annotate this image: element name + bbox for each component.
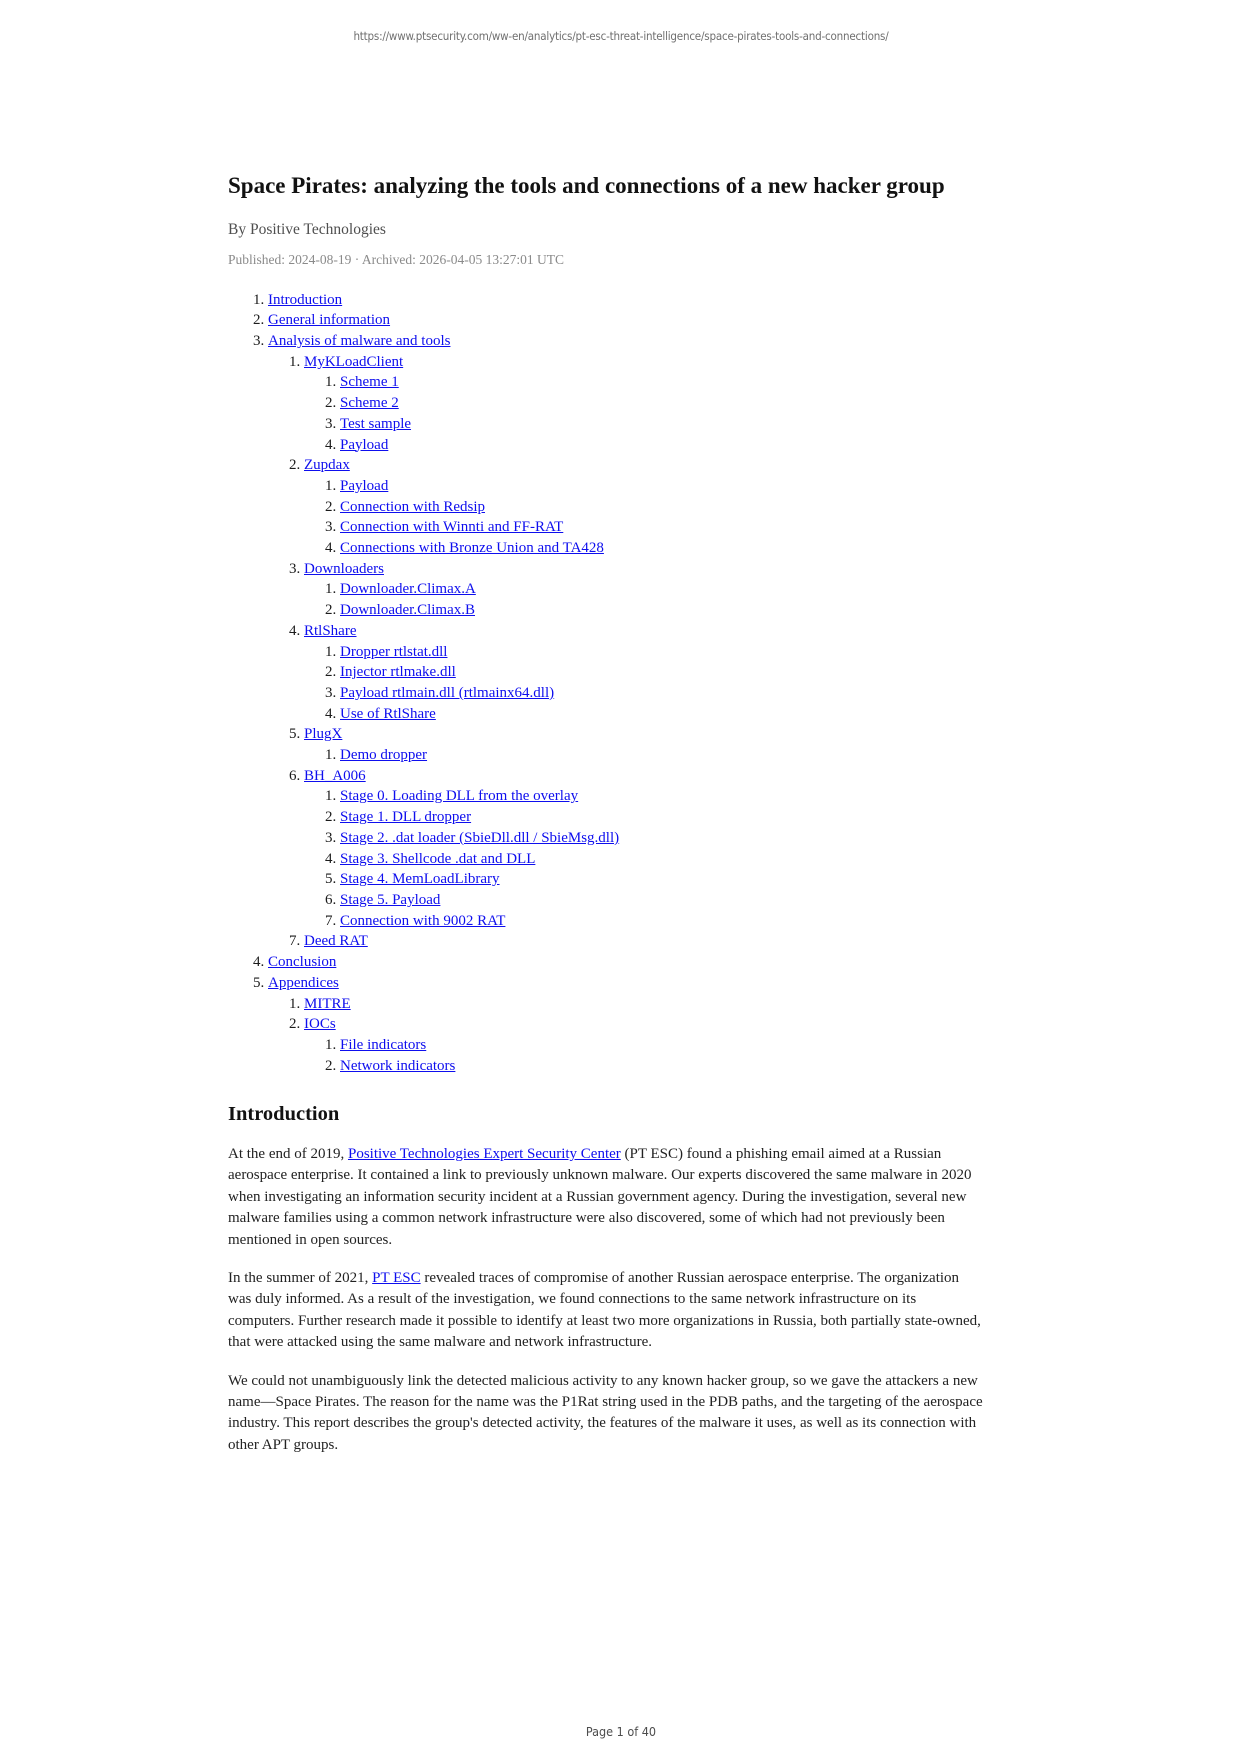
toc-link[interactable]: Demo dropper [340,747,428,764]
table-of-contents [228,290,988,1077]
toc-link[interactable]: BH_A006 [304,767,366,784]
toc-item [268,331,988,952]
toc-item [340,1035,988,1056]
toc-link[interactable]: Introduction [268,291,343,308]
toc-item [304,931,988,952]
toc-link[interactable]: Scheme 2 [340,395,399,412]
toc-link[interactable]: Injector rtlmake.dll [340,664,456,681]
toc-sublist [304,476,988,559]
toc-link[interactable]: Payload [340,477,389,494]
toc-item [340,828,988,849]
toc-link[interactable]: IOCs [304,1016,336,1033]
toc-link[interactable]: Network indicators [340,1057,456,1074]
toc-item [304,724,988,765]
paragraph: In the summer of 2021, PT ESC revealed traces of compromise of another Russian aerospace enterprise. The organization was duly informed. As a result of the investigation, we found connections to the same network infrastructure on its computers. Further research made it possible to identify at least two more organizations in Russia, both partially state-owned, that were attacked using the same malware and network infrastructure. [228,1269,981,1351]
toc-item [340,414,988,435]
toc-link[interactable]: Downloaders [304,560,384,577]
toc-link[interactable]: PlugX [304,726,343,743]
toc-link[interactable]: Stage 3. Shellcode .dat and DLL [340,850,536,867]
toc-item [304,352,988,456]
toc-item [304,455,988,559]
toc-link[interactable]: RtlShare [304,622,357,639]
toc-item [340,372,988,393]
page-title: Space Pirates: analyzing the tools and connections of a new hacker group [228,173,945,198]
toc-sublist [304,642,988,725]
toc-link[interactable]: Connection with Redsip [340,498,485,515]
toc-sublist [304,786,988,931]
inline-link[interactable]: PT ESC [372,1269,421,1286]
toc-link[interactable]: Dropper rtlstat.dll [340,643,448,660]
paragraph: At the end of 2019, Positive Technologies Expert Security Center (PT ESC) found a phishing email aimed at a Russian aerospace enterprise. It contained a link to previously unknown malware. Our experts discovered the same malware in 2020 when investigating an information security incident at a Russian government agency. During the investigation, several new malware families using a common network infrastructure were also discovered, some of which had not previously been mentioned in open sources. [228,1145,972,1248]
toc-item [340,849,988,870]
toc-link[interactable]: Scheme 1 [340,374,399,391]
paragraph: We could not unambiguously link the detected malicious activity to any known hacker group, so we gave the attackers a new name—Space Pirates. The reason for the name was the P1Rat string used in the PDB paths, and the targeting of the aerospace industry. This report describes the group's detected activity, the features of the malware it uses, as well as its connection with other APT groups. [228,1372,983,1453]
toc-sublist [268,352,988,952]
toc-link[interactable]: Test sample [340,415,412,432]
toc-link[interactable]: Connections with Bronze Union and TA428 [340,540,604,557]
toc-item [340,807,988,828]
article [228,0,988,1456]
toc-item [304,994,988,1015]
toc-sublist [304,745,988,766]
toc-item [340,704,988,725]
byline: By Positive Technologies [228,220,386,238]
inline-link[interactable]: Positive Technologies Expert Security Center [347,1145,621,1162]
toc-item [340,579,988,600]
toc-item [304,1014,988,1076]
toc-item [268,952,988,973]
toc-item [304,621,988,725]
toc-item [340,476,988,497]
toc-link[interactable]: Connection with Winnti and FF-RAT [340,519,564,536]
toc-item [340,538,988,559]
toc-item [340,600,988,621]
toc-item [340,393,988,414]
toc-item [340,642,988,663]
introduction-paragraphs [228,1144,988,1456]
toc-link[interactable]: Conclusion [268,954,337,971]
toc-link[interactable]: General information [268,312,391,329]
toc-item [304,559,988,621]
toc-link[interactable]: Stage 1. DLL dropper [340,809,472,826]
toc-link[interactable]: Stage 5. Payload [340,891,441,908]
toc-sublist [304,372,988,455]
toc-link[interactable]: MITRE [304,995,351,1012]
toc-item [304,766,988,932]
toc-item [268,290,988,311]
toc-item [340,683,988,704]
toc-item [340,1056,988,1077]
toc-link[interactable]: Stage 4. MemLoadLibrary [340,871,500,888]
toc-link[interactable]: Payload [340,436,389,453]
toc-link[interactable]: File indicators [340,1036,427,1053]
toc-item [340,786,988,807]
toc-item [340,435,988,456]
archive-url: https://www.ptsecurity.com/ww-en/analytics/pt-esc-threat-intelligence/space-pirates-tools-and-connections/ [353,29,889,43]
toc-link[interactable]: Downloader.Climax.A [340,581,476,598]
toc-link[interactable]: Payload rtlmain.dll (rtlmainx64.dll) [340,684,555,701]
toc-sublist [304,579,988,620]
toc-link[interactable]: Zupdax [304,457,350,474]
toc-link[interactable]: Stage 0. Loading DLL from the overlay [340,788,579,805]
toc-item [268,310,988,331]
toc-link[interactable]: Analysis of malware and tools [268,333,451,349]
section-heading-introduction: Introduction [228,1103,340,1126]
toc-link[interactable]: Stage 2. .dat loader (SbieDll.dll / SbieMsg.dll) [340,829,620,846]
toc-link[interactable]: Connection with 9002 RAT [340,912,506,929]
toc-sublist [268,994,988,1077]
toc-link[interactable]: Downloader.Climax.B [340,602,475,619]
toc-item [340,911,988,932]
toc-item [340,869,988,890]
toc-item [340,497,988,518]
toc-link[interactable]: Deed RAT [304,933,368,950]
page-footer: Page 1 of 40 [585,1724,657,1739]
toc-sublist [304,1035,988,1076]
toc-item [340,890,988,911]
toc-link[interactable]: Use of RtlShare [340,705,436,722]
toc-item [268,973,988,1077]
toc-item [340,517,988,538]
published-archived-line: Published: 2024-08-19 · Archived: 2026-04-05 13:27:01 UTC [228,251,564,267]
toc-link[interactable]: MyKLoadClient [304,353,404,370]
toc-item [340,745,988,766]
toc-item [340,662,988,683]
toc-link[interactable]: Appendices [268,974,339,991]
